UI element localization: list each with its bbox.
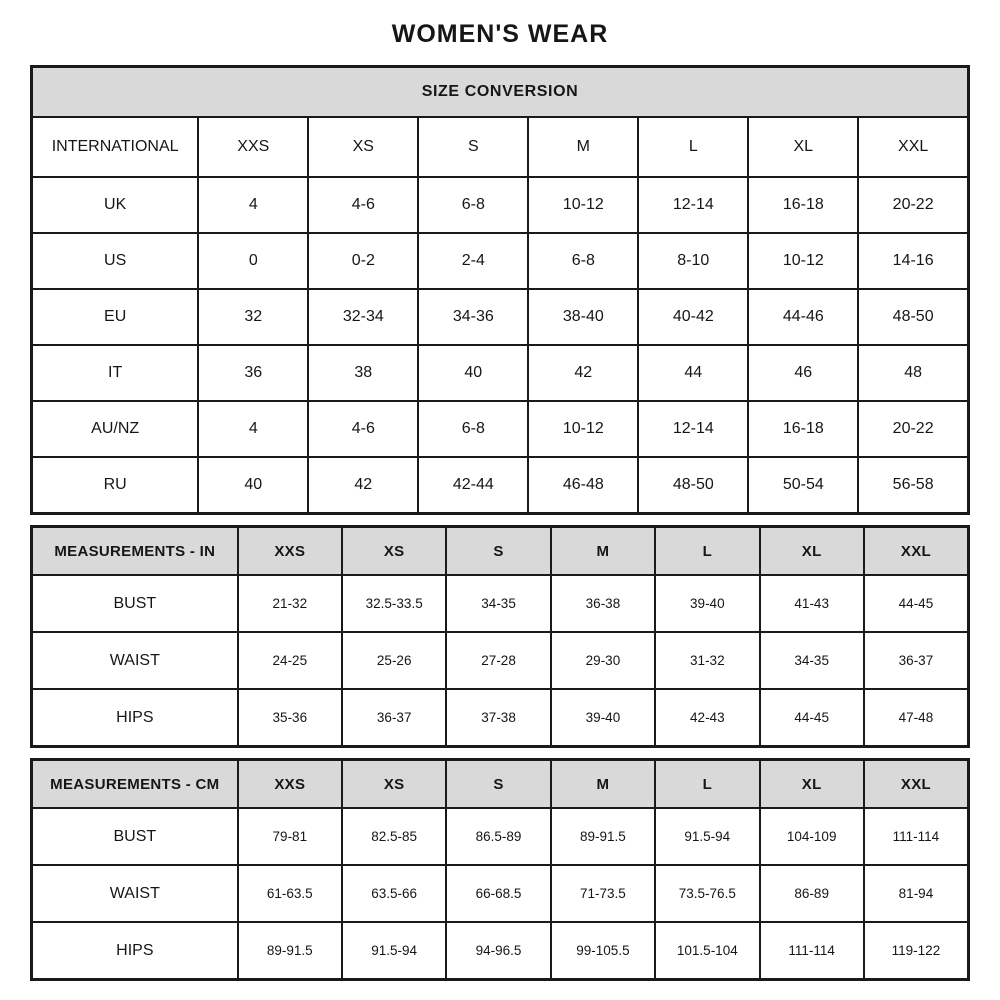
- size-value-cell: 38-40: [528, 289, 638, 345]
- measurement-value-cell: 119-122: [864, 922, 969, 980]
- size-value-cell: 4-6: [308, 177, 418, 233]
- row-label: US: [32, 233, 199, 289]
- measurement-value-cell: 104-109: [760, 808, 864, 865]
- table-row-waist-in: [32, 632, 969, 689]
- measurement-value-cell: 91.5-94: [655, 808, 759, 865]
- measurement-value-cell: 35-36: [238, 689, 342, 747]
- measurement-value-cell: 61-63.5: [238, 865, 342, 922]
- table-row-ru: [32, 457, 969, 514]
- size-value-cell: 12-14: [638, 401, 748, 457]
- table-row-bust-in: [32, 575, 969, 632]
- size-value-cell: 16-18: [748, 177, 858, 233]
- size-value-cell: 10-12: [748, 233, 858, 289]
- column-header-m: M: [551, 527, 655, 576]
- size-value-cell: 42: [528, 345, 638, 401]
- row-label: AU/NZ: [32, 401, 199, 457]
- size-value-cell: 12-14: [638, 177, 748, 233]
- size-value-cell: 48: [858, 345, 968, 401]
- size-value-cell: 10-12: [528, 401, 638, 457]
- measurement-value-cell: 32.5-33.5: [342, 575, 446, 632]
- measurement-value-cell: 27-28: [446, 632, 550, 689]
- table-row-it: [32, 345, 969, 401]
- row-label: HIPS: [32, 922, 238, 980]
- table-row-bust-cm: [32, 808, 969, 865]
- measurement-value-cell: 25-26: [342, 632, 446, 689]
- measurement-value-cell: 111-114: [864, 808, 969, 865]
- size-conversion-banner: SIZE CONVERSION: [32, 67, 969, 118]
- column-header-xs: XS: [342, 760, 446, 809]
- size-value-cell: 0-2: [308, 233, 418, 289]
- column-header-international: INTERNATIONAL: [32, 117, 199, 177]
- row-label: BUST: [32, 575, 238, 632]
- column-header-row: [32, 760, 969, 809]
- size-value-cell: 44-46: [748, 289, 858, 345]
- measurement-value-cell: 63.5-66: [342, 865, 446, 922]
- table-row-hips-cm: [32, 922, 969, 980]
- size-value-cell: 42-44: [418, 457, 528, 514]
- measurement-value-cell: 44-45: [760, 689, 864, 747]
- column-header-xl: XL: [748, 117, 858, 177]
- measurement-value-cell: 47-48: [864, 689, 969, 747]
- column-header-measurements-cm: MEASUREMENTS - CM: [32, 760, 238, 809]
- measurement-value-cell: 81-94: [864, 865, 969, 922]
- column-header-xxs: XXS: [238, 760, 342, 809]
- measurement-value-cell: 42-43: [655, 689, 759, 747]
- column-header-xxl: XXL: [864, 527, 969, 576]
- measurement-value-cell: 39-40: [655, 575, 759, 632]
- measurement-value-cell: 34-35: [760, 632, 864, 689]
- measurement-value-cell: 99-105.5: [551, 922, 655, 980]
- column-header-xl: XL: [760, 527, 864, 576]
- size-value-cell: 36: [198, 345, 308, 401]
- row-label: WAIST: [32, 632, 238, 689]
- measurement-value-cell: 111-114: [760, 922, 864, 980]
- measurement-value-cell: 86.5-89: [446, 808, 550, 865]
- size-value-cell: 40: [198, 457, 308, 514]
- column-header-xxl: XXL: [858, 117, 968, 177]
- size-value-cell: 48-50: [858, 289, 968, 345]
- measurement-value-cell: 89-91.5: [238, 922, 342, 980]
- size-value-cell: 40-42: [638, 289, 748, 345]
- size-value-cell: 20-22: [858, 177, 968, 233]
- table-row-aunz: [32, 401, 969, 457]
- row-label: WAIST: [32, 865, 238, 922]
- column-header-s: S: [446, 527, 550, 576]
- measurement-value-cell: 94-96.5: [446, 922, 550, 980]
- measurement-value-cell: 91.5-94: [342, 922, 446, 980]
- column-header-s: S: [446, 760, 550, 809]
- column-header-measurements-in: MEASUREMENTS - IN: [32, 527, 238, 576]
- row-label: RU: [32, 457, 199, 514]
- measurement-value-cell: 21-32: [238, 575, 342, 632]
- measurement-value-cell: 82.5-85: [342, 808, 446, 865]
- size-value-cell: 0: [198, 233, 308, 289]
- size-value-cell: 46-48: [528, 457, 638, 514]
- size-value-cell: 46: [748, 345, 858, 401]
- table-banner-row: [32, 67, 969, 118]
- column-header-xxl: XXL: [864, 760, 969, 809]
- size-value-cell: 48-50: [638, 457, 748, 514]
- measurement-value-cell: 24-25: [238, 632, 342, 689]
- size-value-cell: 6-8: [418, 177, 528, 233]
- size-value-cell: 32: [198, 289, 308, 345]
- size-value-cell: 32-34: [308, 289, 418, 345]
- size-value-cell: 8-10: [638, 233, 748, 289]
- measurement-value-cell: 34-35: [446, 575, 550, 632]
- measurement-value-cell: 86-89: [760, 865, 864, 922]
- measurement-value-cell: 29-30: [551, 632, 655, 689]
- size-value-cell: 44: [638, 345, 748, 401]
- column-header-l: L: [638, 117, 748, 177]
- measurements-cm-table: [30, 758, 970, 981]
- column-header-xs: XS: [342, 527, 446, 576]
- page-title: WOMEN'S WEAR: [391, 20, 609, 48]
- column-header-m: M: [528, 117, 638, 177]
- size-value-cell: 16-18: [748, 401, 858, 457]
- measurement-value-cell: 66-68.5: [446, 865, 550, 922]
- column-header-m: M: [551, 760, 655, 809]
- table-row-waist-cm: [32, 865, 969, 922]
- size-value-cell: 56-58: [858, 457, 968, 514]
- size-value-cell: 42: [308, 457, 418, 514]
- size-value-cell: 4: [198, 177, 308, 233]
- column-header-xl: XL: [760, 760, 864, 809]
- column-header-row: [32, 527, 969, 576]
- size-value-cell: 2-4: [418, 233, 528, 289]
- table-row-us: [32, 233, 969, 289]
- size-value-cell: 14-16: [858, 233, 968, 289]
- row-label: HIPS: [32, 689, 238, 747]
- measurement-value-cell: 79-81: [238, 808, 342, 865]
- column-header-xs: XS: [308, 117, 418, 177]
- row-label: EU: [32, 289, 199, 345]
- column-header-row: [32, 117, 969, 177]
- measurement-value-cell: 89-91.5: [551, 808, 655, 865]
- measurement-value-cell: 36-38: [551, 575, 655, 632]
- measurement-value-cell: 71-73.5: [551, 865, 655, 922]
- column-header-l: L: [655, 527, 759, 576]
- row-label: BUST: [32, 808, 238, 865]
- size-conversion-table: [30, 65, 970, 515]
- column-header-xxs: XXS: [238, 527, 342, 576]
- size-value-cell: 6-8: [528, 233, 638, 289]
- measurements-in-table: [30, 525, 970, 748]
- size-value-cell: 4-6: [308, 401, 418, 457]
- table-row-hips-in: [32, 689, 969, 747]
- size-value-cell: 4: [198, 401, 308, 457]
- size-value-cell: 20-22: [858, 401, 968, 457]
- measurement-value-cell: 36-37: [342, 689, 446, 747]
- size-value-cell: 6-8: [418, 401, 528, 457]
- row-label: UK: [32, 177, 199, 233]
- size-value-cell: 50-54: [748, 457, 858, 514]
- size-value-cell: 10-12: [528, 177, 638, 233]
- measurement-value-cell: 73.5-76.5: [655, 865, 759, 922]
- size-value-cell: 34-36: [418, 289, 528, 345]
- table-row-eu: [32, 289, 969, 345]
- measurement-value-cell: 44-45: [864, 575, 969, 632]
- column-header-xxs: XXS: [198, 117, 308, 177]
- measurement-value-cell: 39-40: [551, 689, 655, 747]
- measurement-value-cell: 36-37: [864, 632, 969, 689]
- size-value-cell: 40: [418, 345, 528, 401]
- column-header-l: L: [655, 760, 759, 809]
- table-row-uk: [32, 177, 969, 233]
- measurement-value-cell: 37-38: [446, 689, 550, 747]
- column-header-s: S: [418, 117, 528, 177]
- measurement-value-cell: 31-32: [655, 632, 759, 689]
- measurement-value-cell: 41-43: [760, 575, 864, 632]
- size-value-cell: 38: [308, 345, 418, 401]
- measurement-value-cell: 101.5-104: [655, 922, 759, 980]
- row-label: IT: [32, 345, 199, 401]
